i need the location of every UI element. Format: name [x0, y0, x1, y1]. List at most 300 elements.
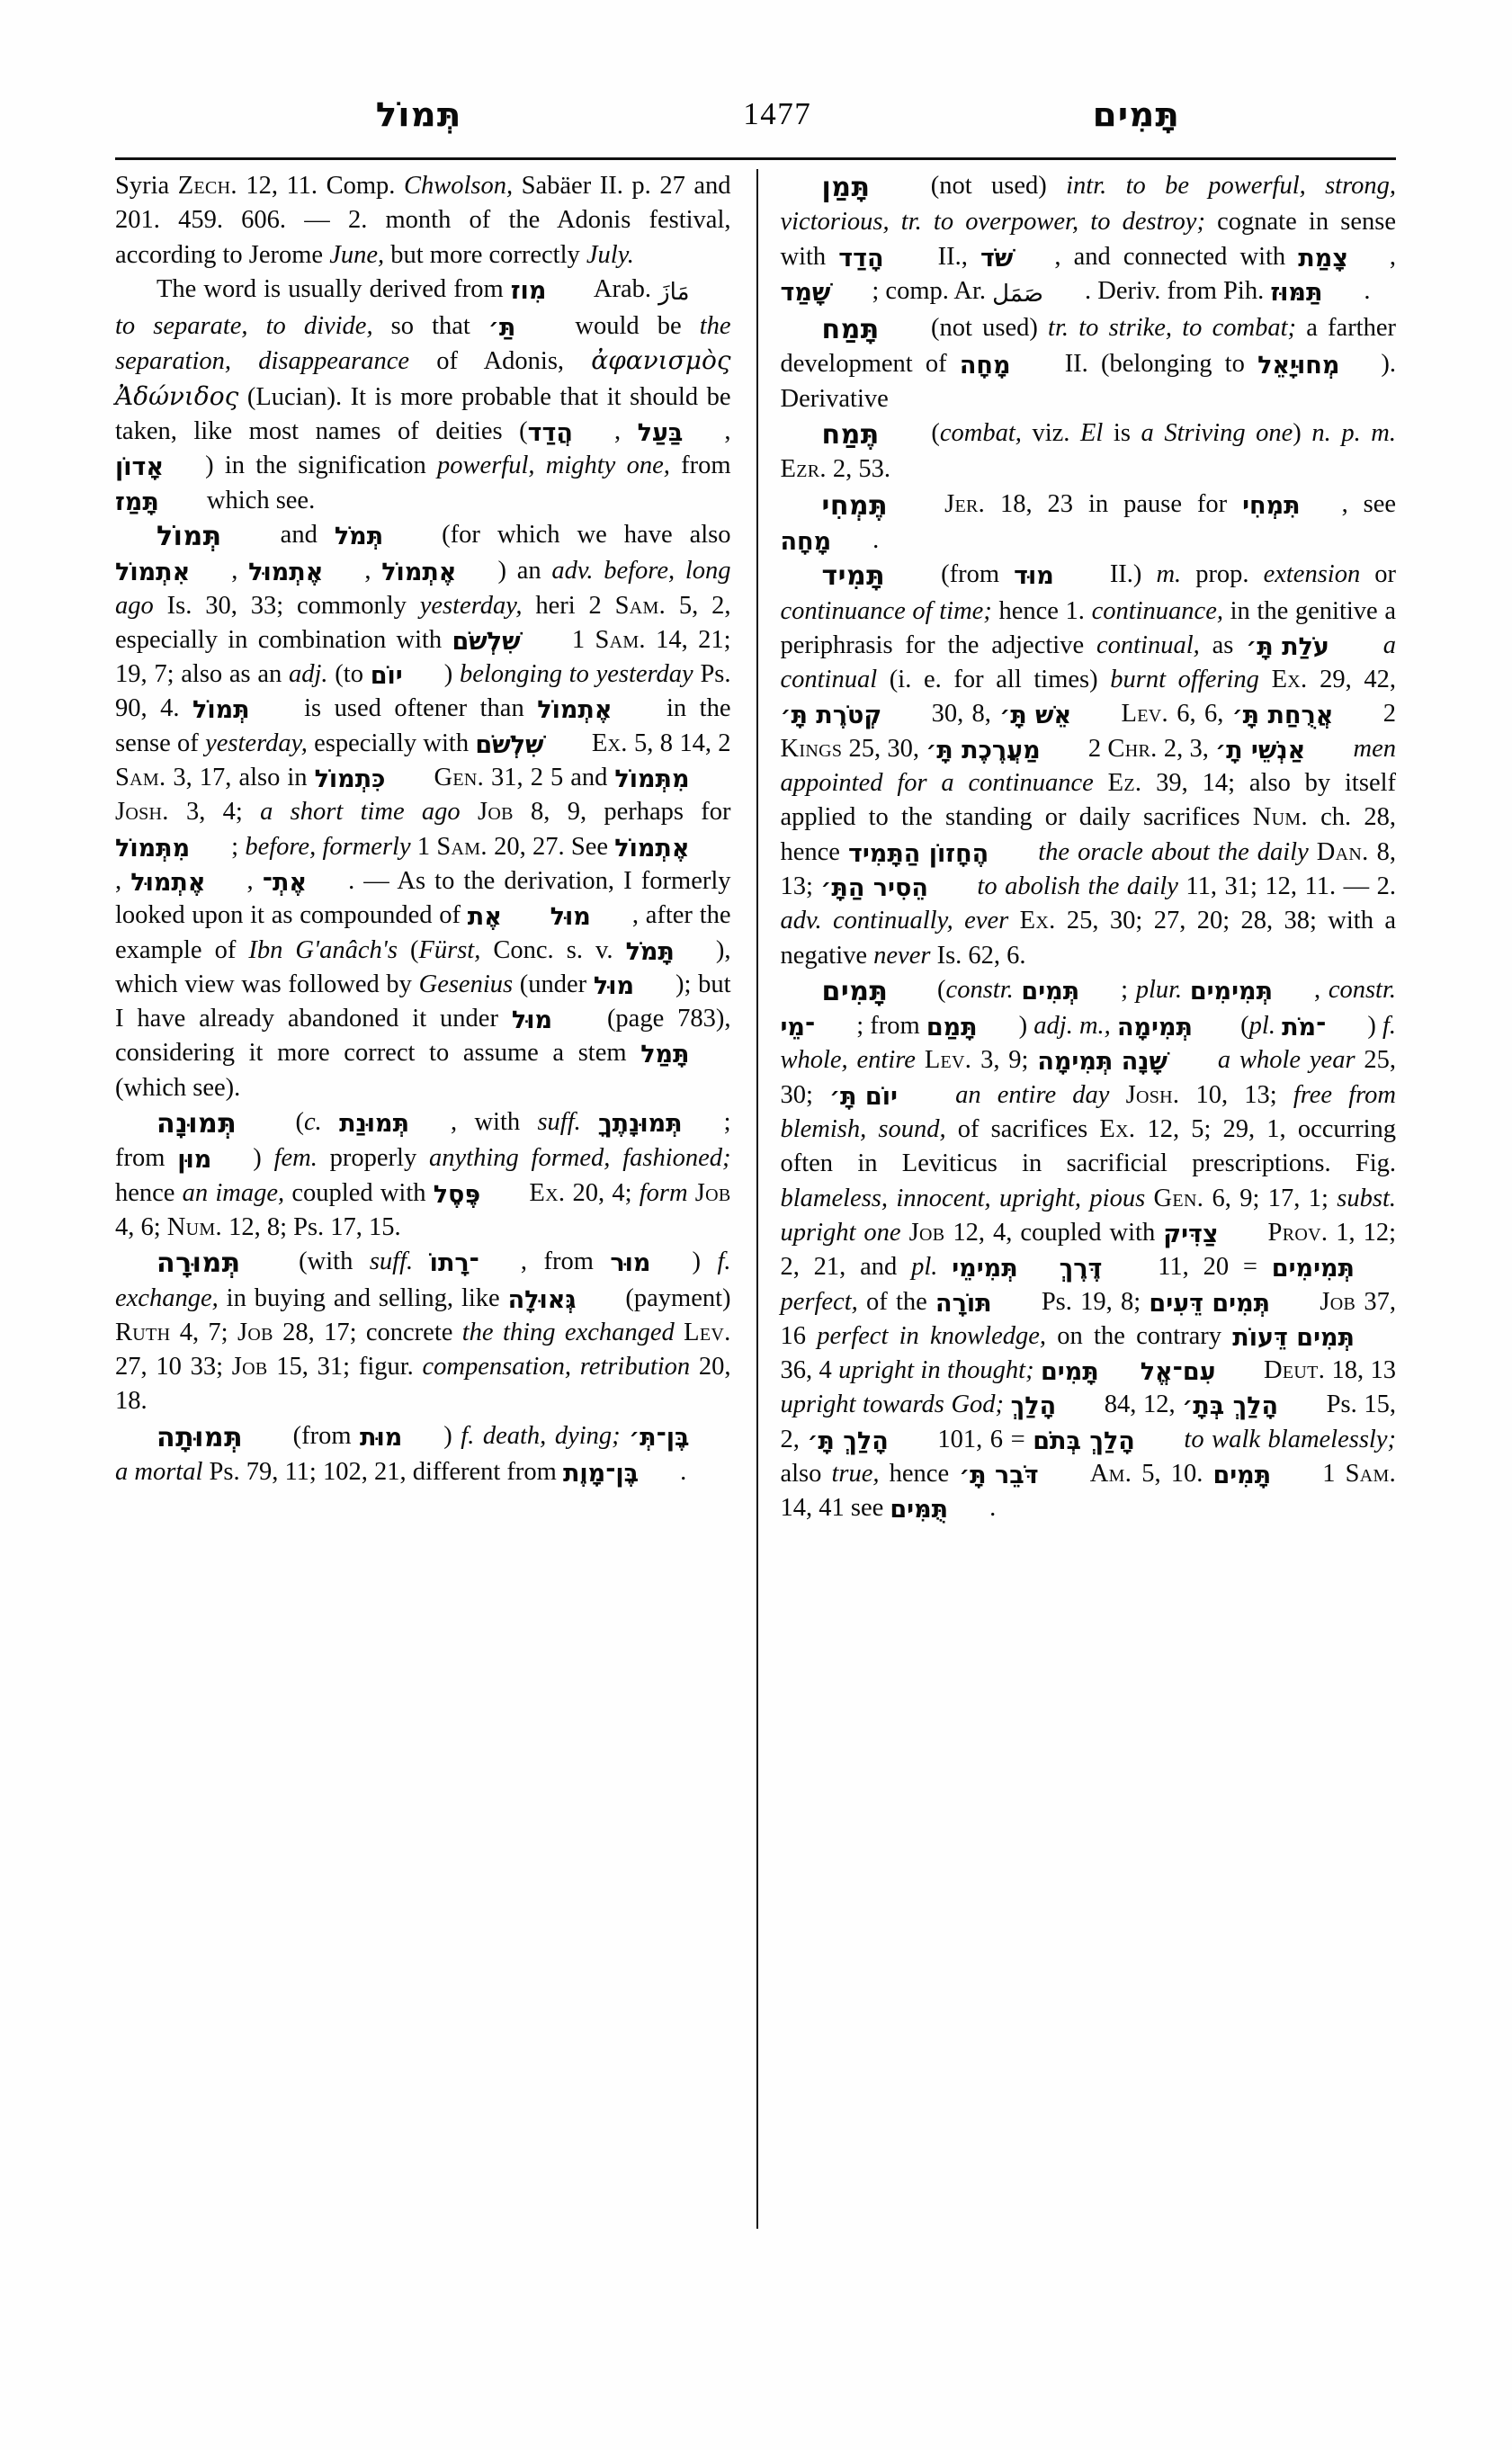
body-text: , [231, 557, 249, 586]
body-text: Ps. 19, 8; [1033, 1287, 1150, 1316]
body-text [581, 1108, 598, 1136]
scripture-abbrev: Dan. [1316, 837, 1369, 866]
hebrew-word: ־רָתוֹ [429, 1249, 479, 1278]
italic-gloss: adv. before, long ago [115, 557, 731, 620]
hebrew-word: שָׁנָה תְּמִימָה [1037, 1048, 1168, 1077]
body-text: a farther development of [780, 314, 1396, 379]
hebrew-word: ־מֵי [780, 1014, 816, 1042]
body-text: Is. 30, 33; commonly [153, 591, 420, 620]
entry-paragraph-tamid [780, 558, 1396, 973]
body-text: but more correctly [384, 240, 586, 269]
body-text: ( [397, 935, 419, 964]
body-text: or [1360, 560, 1396, 589]
hebrew-word: תְּמִימֵי [952, 1255, 1018, 1283]
body-text: ) [253, 1144, 274, 1173]
italic-gloss: adv. continually, ever [780, 907, 1009, 935]
body-text: 25, 30, [842, 734, 926, 763]
italic-gloss: continuance of time; [780, 596, 992, 625]
italic-gloss: fem. [273, 1144, 318, 1173]
column-container [115, 169, 1396, 2310]
hebrew-word: צָמַת [1298, 244, 1348, 273]
italic-gloss: a whole year [1209, 1046, 1355, 1075]
body-text: (page 783), considering it more correct to assume a stem [115, 1005, 731, 1068]
entry-paragraph-temutah [115, 1419, 731, 1490]
body-text: 20, 4; [565, 1178, 640, 1207]
body-text: 18, 23 in pause for [985, 489, 1243, 518]
entry-headword: תֶּמַח [821, 419, 880, 452]
body-text [901, 1219, 909, 1247]
hebrew-word: תְּמוֹל [192, 696, 250, 725]
hebrew-word: תְּמֹל [334, 522, 384, 550]
hebrew-word: הֵסִיר הַתָּ׳ [820, 873, 928, 902]
body-text: 18, 13 [1325, 1356, 1397, 1385]
body-text [1014, 976, 1022, 1004]
body-text [1260, 1219, 1268, 1247]
hebrew-word: מוּל [511, 1006, 553, 1035]
entry-headword: תֶּמְחִי [821, 489, 889, 522]
body-text: 15, 31; figur. [267, 1353, 423, 1381]
scripture-abbrev: Ex. [1099, 1115, 1136, 1144]
italic-gloss: to abolish the daily [969, 872, 1178, 900]
body-text: 2 [1374, 700, 1397, 729]
body-text: , [246, 866, 263, 895]
hebrew-word: תָּמִים [1040, 1358, 1099, 1387]
italic-gloss: f. whole, entire [780, 1012, 1397, 1075]
body-text: 14, 41 see [780, 1494, 890, 1523]
body-text [1080, 1460, 1090, 1488]
hebrew-word: מוּל [550, 903, 591, 932]
body-text: ; from [856, 1012, 926, 1041]
scripture-abbrev: Sam. [614, 591, 667, 620]
body-text: ) [1293, 419, 1312, 448]
hebrew-word: בַּעַל [637, 419, 684, 448]
body-text: on the contrary [1046, 1321, 1233, 1350]
hebrew-word: אֵשׁ תָּ׳ [999, 702, 1072, 730]
body-text [1182, 976, 1190, 1004]
body-text: as [1199, 630, 1247, 659]
body-text: (i. e. for all times) [877, 666, 1111, 694]
hebrew-word: תְּמִימִים [1189, 977, 1274, 1006]
hebrew-word: בֶּן־תְּ׳ [629, 1423, 690, 1452]
italic-gloss: men appointed for a continuance [780, 734, 1397, 798]
body-text [413, 1247, 430, 1275]
entry-paragraph-temach [780, 416, 1396, 487]
scripture-abbrev: Josh. [1125, 1080, 1180, 1109]
body-text: II., [925, 242, 981, 271]
running-head-left-hebrew: תְּמוֹל [375, 94, 462, 134]
body-text: 1, 12; 2, 21, and [780, 1218, 1397, 1282]
body-text: (to [327, 660, 371, 689]
body-text: 20, 27. See [487, 832, 615, 861]
body-text: , with [451, 1108, 538, 1137]
body-text: which see. [200, 486, 316, 514]
body-text: 10, 13; [1179, 1080, 1293, 1109]
italic-gloss: f. exchange, [115, 1247, 731, 1312]
body-text: 2, 53. [826, 455, 891, 484]
italic-gloss: to separate, to divide, [115, 312, 373, 341]
hebrew-word: יוֹם תָּ׳ [829, 1082, 898, 1111]
body-text: ) [692, 1247, 718, 1276]
body-text: , and connected with [1054, 242, 1299, 271]
italic-gloss: upright in thought; [838, 1356, 1034, 1385]
hebrew-word: מוּד [1014, 562, 1054, 591]
body-text: of sacrifices [945, 1115, 1100, 1144]
italic-gloss: June, [329, 240, 385, 269]
hebrew-word: אַנְשֵׁי תָ׳ [1215, 736, 1306, 765]
body-text [1275, 1012, 1282, 1040]
italic-gloss: perfect, [780, 1287, 858, 1316]
hebrew-word: תָּמַל [640, 1041, 690, 1069]
body-text: ( [920, 419, 940, 448]
hebrew-word: תְּמִים דֵּעוֹת [1232, 1323, 1355, 1352]
italic-gloss: Chwolson, [403, 172, 514, 200]
hebrew-word: יוֹם [370, 662, 403, 691]
body-text: coupled with [284, 1178, 434, 1207]
body-text [929, 490, 944, 518]
hebrew-word: עִם־אֱל [1140, 1358, 1216, 1387]
italic-gloss: to walk blamelessly; [1176, 1425, 1396, 1453]
hebrew-word: גְּאוּלָה [507, 1285, 577, 1314]
body-text: , after the example of [115, 901, 731, 964]
italic-gloss: Fürst, [418, 935, 481, 964]
entry-headword: תְּמוּתָה [157, 1421, 244, 1453]
body-text: ( [278, 1108, 305, 1137]
entry-paragraph-temunah [115, 1105, 731, 1245]
scripture-abbrev: Job [231, 1353, 268, 1381]
hebrew-word: תַּ׳ [488, 314, 516, 343]
hebrew-word: פֶּסֶל [433, 1180, 481, 1209]
italic-gloss: powerful, mighty one, [437, 452, 670, 480]
entry-paragraph-temachi [780, 487, 1396, 559]
body-text: properly [317, 1144, 429, 1173]
body-text: 36, 4 [780, 1356, 839, 1385]
hebrew-word: תִּמְחִי [1242, 491, 1301, 520]
scripture-abbrev: Ex. [529, 1178, 566, 1207]
italic-gloss: compensation, retribution [422, 1353, 691, 1381]
body-text: (payment) [617, 1283, 731, 1312]
body-text: 25, 30; [780, 1046, 1397, 1109]
body-text: hence 1. [991, 596, 1092, 625]
body-text: 2, 3, [1157, 734, 1216, 763]
body-text [1145, 1185, 1153, 1212]
right-column [771, 169, 1396, 2310]
arabic-word: مَازَ [658, 278, 690, 306]
body-text: hence [879, 1459, 960, 1488]
hebrew-word: אָדוֹן [115, 453, 165, 482]
body-text: especially with [307, 729, 476, 757]
body-text: 4, 7; [170, 1318, 237, 1346]
hebrew-word: מְחוּיָאֵל [1257, 352, 1340, 380]
body-text: (from [926, 560, 1015, 589]
body-text: 37, 16 [780, 1287, 1397, 1350]
body-text: 11, 20 = [1143, 1253, 1272, 1282]
scripture-abbrev: Sam. [595, 625, 646, 654]
hebrew-word: תֻּמִּים [890, 1496, 949, 1525]
hebrew-word: אֶתְמוּל [248, 559, 324, 587]
body-text: 1 [561, 625, 595, 654]
body-text: 39, 14; also by itself applied to the standing or daily sacrifices [780, 769, 1397, 832]
body-text [586, 729, 592, 757]
italic-gloss: an entire day [938, 1080, 1110, 1109]
body-text [1113, 700, 1121, 728]
italic-gloss: a Striving one [1141, 419, 1293, 448]
hebrew-word: הֲדַד [527, 419, 573, 448]
italic-gloss: c. [304, 1108, 322, 1137]
header-rule [115, 157, 1396, 160]
body-text: , see [1341, 489, 1397, 518]
hebrew-word: דֶּרֶךְ [1059, 1255, 1103, 1283]
scripture-abbrev: Job [694, 1178, 731, 1207]
scripture-abbrev: Kings [780, 734, 843, 763]
italic-gloss: free from blemish, sound, [780, 1080, 1397, 1144]
body-text: so that [372, 312, 488, 341]
scripture-abbrev: Josh. [115, 798, 169, 827]
body-text [1111, 1012, 1117, 1040]
body-text: in buying and selling, like [218, 1283, 508, 1312]
body-text: 5, 2, especially in combination with [115, 591, 731, 654]
italic-gloss: suff. [537, 1108, 581, 1137]
body-text [1309, 838, 1317, 866]
entry-paragraph-taman [780, 169, 1396, 311]
body-text: in the sense of [115, 694, 731, 757]
body-text: , from [520, 1247, 611, 1276]
hebrew-word: אֶתְמוֹל [537, 696, 613, 725]
body-text: Ps. 15, 2, [780, 1390, 1396, 1453]
scripture-abbrev: Sam. [115, 764, 166, 792]
greek-phrase: ἀφανισμὸς Ἀδώνιδος [115, 345, 731, 411]
page-number: 1477 [743, 96, 812, 131]
italic-gloss: the separation, disappearance [115, 312, 731, 376]
italic-gloss: El [1080, 419, 1104, 448]
hebrew-word: תַּמּוּז [1270, 278, 1323, 307]
body-text: . Deriv. from Pih. [1084, 276, 1271, 305]
body-text: from [669, 452, 731, 480]
body-text: ) [443, 1421, 461, 1450]
body-text [916, 1046, 925, 1074]
entry-headword: תְּמוֹל [157, 520, 222, 552]
hebrew-word: תְּמִימִים [1271, 1255, 1355, 1283]
column-divider [756, 169, 759, 2229]
body-text: 3, 17, also in [166, 764, 315, 792]
italic-gloss: continual, [1096, 630, 1200, 659]
body-text: 3, 4; [168, 798, 261, 827]
body-text: 6, 9; 17, 1; [1203, 1184, 1338, 1212]
hebrew-word: הָלַךְ [1010, 1392, 1057, 1421]
hebrew-word: מָחָה [959, 352, 1011, 380]
scripture-abbrev: Ex. [591, 729, 628, 757]
italic-gloss: burnt offering [1110, 666, 1259, 694]
body-text: is used oftener than [291, 694, 538, 723]
body-text [1257, 1356, 1264, 1384]
body-text: 30, 8, [923, 700, 1000, 729]
scripture-abbrev: Sam. [436, 832, 488, 861]
body-text: , [115, 866, 131, 895]
body-text: ); but I have already abandoned it under [115, 970, 731, 1033]
hebrew-word: תְּמִים דֵּעִים [1149, 1289, 1271, 1318]
hebrew-word: מָחָה [780, 527, 832, 556]
body-text: ). Derivative [780, 350, 1396, 413]
body-text: 8, 13; [780, 837, 1397, 900]
italic-gloss: a mortal [115, 1457, 203, 1486]
body-text [937, 1253, 952, 1281]
body-text: 12, 4, coupled with [944, 1218, 1164, 1247]
body-text [688, 1179, 695, 1207]
entry-headword: תְּמוּנָה [157, 1108, 237, 1140]
scripture-abbrev: Lev. [924, 1046, 972, 1075]
hebrew-word: תְּמִימָה [1116, 1014, 1193, 1042]
body-text: 3, 9; [971, 1046, 1038, 1075]
scripture-abbrev: Prov. [1267, 1218, 1329, 1247]
body-text: Conc. s. v. [480, 935, 626, 964]
italic-gloss: tr. to strike, to combat; [1048, 314, 1296, 343]
italic-gloss: July. [586, 240, 634, 269]
italic-gloss: true, [831, 1459, 880, 1488]
body-text: ; comp. Ar. [872, 276, 993, 305]
body-text: 12, 11. Comp. [237, 172, 404, 200]
italic-gloss: perfect in knowledge, [817, 1321, 1047, 1350]
italic-gloss: intr. to be powerful, strong, victorious, tr. to overpower, to destroy; [780, 172, 1397, 237]
italic-gloss: f. death, dying; [461, 1421, 621, 1450]
hebrew-word: תְּמוּנָתֶךָ [598, 1110, 683, 1139]
italic-gloss: blameless, innocent, upright, pious [780, 1184, 1146, 1212]
hebrew-word: תָּמֹל [625, 937, 675, 966]
body-text: ch. 28, hence [780, 803, 1397, 866]
hebrew-word: מִתְּמוֹל [115, 834, 191, 863]
body-text: II. (belonging to [1051, 350, 1258, 379]
italic-gloss: never [873, 941, 931, 970]
body-text: 8, 9, perhaps for [513, 798, 731, 827]
body-text [1008, 907, 1019, 934]
scripture-abbrev: Num. [166, 1212, 222, 1241]
body-text: (not used) [911, 172, 1067, 200]
hebrew-word: מוּת [360, 1423, 403, 1452]
body-text: 12, 8; Ps. 17, 15. [221, 1212, 401, 1241]
entry-paragraph-tammuz-cont [115, 169, 731, 273]
hebrew-word: כִּתְמוֹל [314, 765, 386, 794]
body-text [675, 1319, 684, 1346]
italic-gloss: subst. upright one [780, 1184, 1397, 1247]
body-text: of the [857, 1287, 936, 1316]
scripture-abbrev: Zech. [177, 172, 237, 200]
body-text: and [263, 520, 335, 549]
body-text: 29, 42, [1307, 666, 1397, 694]
italic-gloss: a continual [780, 630, 1397, 694]
body-text: 1 [1312, 1459, 1346, 1488]
body-text: cognate in sense with [780, 208, 1396, 271]
body-text [1259, 666, 1272, 693]
scripture-abbrev: Deut. [1264, 1356, 1326, 1385]
body-text [322, 1108, 339, 1136]
body-text: ) [1018, 1012, 1034, 1041]
body-text: 25, 30; 27, 20; 28, 38; with a negative [780, 907, 1397, 970]
body-text: (with [282, 1247, 370, 1276]
scripture-abbrev: Job [237, 1318, 273, 1346]
body-text: ; [1121, 975, 1136, 1004]
scripture-abbrev: Ruth [115, 1318, 171, 1346]
hebrew-word: אֶתְ־ [262, 868, 308, 897]
hebrew-word: מַעֲרֶכֶת תָּ׳ [926, 736, 1041, 765]
italic-gloss: plur. [1135, 975, 1183, 1004]
italic-gloss: Gesenius [418, 970, 514, 998]
scripture-abbrev: Gen. [434, 764, 485, 792]
body-text: ) [1367, 1012, 1382, 1041]
body-text: (not used) [920, 314, 1049, 343]
hebrew-word: דֹּבֵר תָּ׳ [959, 1461, 1039, 1489]
hebrew-word: בֶּן־מָוֶת [562, 1459, 640, 1488]
hebrew-word: תָּמִים [1212, 1461, 1272, 1489]
body-text: 1 [410, 832, 437, 861]
italic-gloss: the thing exchanged [461, 1318, 675, 1346]
body-text: . [872, 525, 880, 554]
body-text [543, 901, 550, 929]
body-text: (under [513, 970, 594, 998]
body-text: 12, 5; 29, 1, occurring often in Leviticus in sacrificial prescriptions. Fig. [780, 1115, 1397, 1178]
hebrew-word: תָּמַז [115, 487, 159, 516]
body-text: ; [231, 832, 246, 861]
scripture-abbrev: Sam. [1345, 1459, 1397, 1488]
body-text: 5, 8 14, 2 [627, 729, 731, 757]
body-text: . [1364, 276, 1371, 305]
hebrew-word: שִׁלְשֹׁם [475, 730, 544, 759]
body-text: ( [1234, 1012, 1249, 1041]
arabic-word: صَمَل [992, 280, 1043, 308]
scripture-abbrev: Lev. [1121, 700, 1168, 729]
body-text: prop. [1181, 560, 1264, 589]
body-text: also [780, 1459, 832, 1488]
body-text [461, 798, 478, 826]
scripture-abbrev: Am. [1089, 1459, 1132, 1488]
italic-gloss: anything formed, fashioned; [429, 1144, 731, 1173]
italic-gloss: continuance, [1091, 596, 1223, 625]
body-text: II.) [1095, 560, 1157, 589]
body-text: hence [115, 1178, 183, 1207]
body-text: ) [443, 660, 460, 689]
hebrew-word: אִתְמוֹל [115, 559, 191, 587]
hebrew-word: תְּמוּנַת [339, 1110, 410, 1139]
hebrew-word: הָלַךְ בְּתֹם [1033, 1426, 1135, 1455]
entry-headword: תָּמַח [821, 314, 880, 346]
hebrew-word: עֹלַת תָּ׳ [1246, 632, 1329, 661]
body-text: ; from [115, 1108, 731, 1173]
entry-paragraph-derivation [115, 273, 731, 518]
body-text: ), which view was followed by [115, 935, 731, 998]
body-text: , [1389, 242, 1396, 271]
hebrew-word: הָדַד [838, 244, 884, 273]
body-text: 31, 2 5 and [484, 764, 615, 792]
italic-gloss: belonging to yesterday [459, 660, 693, 689]
italic-gloss: Ibn G'anâch's [248, 935, 398, 964]
body-text: 6, 6, [1168, 700, 1232, 729]
body-text: viz. [1021, 419, 1080, 448]
hebrew-word: תּוֹרָה [935, 1289, 992, 1318]
body-text: Ps. 90, 4. [115, 660, 731, 723]
hebrew-word: תָּמַם [926, 1014, 978, 1042]
body-text [1034, 1356, 1041, 1384]
body-text: , [364, 557, 382, 586]
body-text: 2 [1081, 734, 1108, 763]
scripture-abbrev: Ex. [1271, 666, 1308, 694]
body-text: in the genitive a periphrasis for the adjective [780, 596, 1397, 659]
entry-headword: תְּמוּרָה [157, 1247, 241, 1280]
body-text: 5, 10. [1132, 1459, 1213, 1488]
hebrew-word: הָלַךְ בְּתָ׳ [1182, 1392, 1279, 1421]
italic-gloss: before, formerly [245, 832, 411, 861]
body-text: Ps. 79, 11; 102, 21, different from [202, 1457, 563, 1486]
body-text: ) in the signification [205, 452, 438, 480]
hebrew-word: אֶתְמוּל [130, 868, 206, 897]
scripture-abbrev: Ez. [1107, 769, 1142, 798]
body-text: (Lucian). It is more probable that it should be taken, like most names of deities ( [115, 382, 731, 446]
